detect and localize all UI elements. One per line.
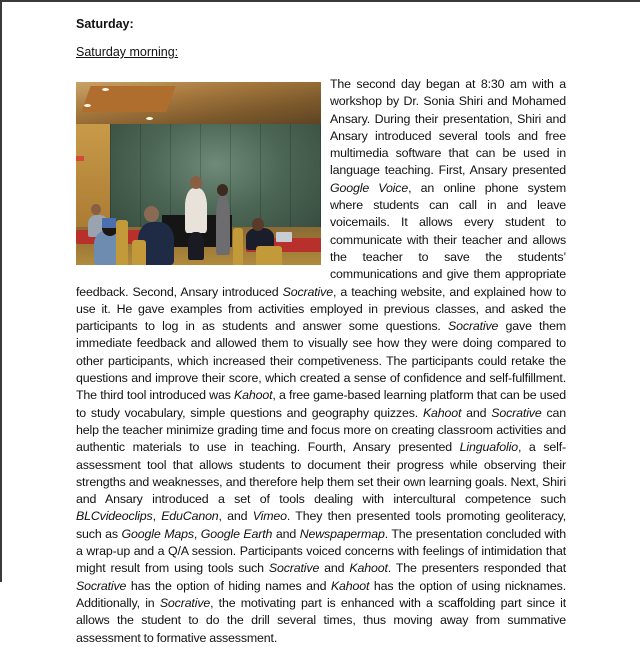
paragraph-segment-italic: Socrative xyxy=(491,405,542,420)
section-heading: Saturday: xyxy=(76,17,134,31)
section-subheading: Saturday morning: xyxy=(76,45,179,59)
photo-chair xyxy=(233,228,243,265)
paragraph-segment: has the option of using nicknames. Additionally, in xyxy=(76,578,566,610)
photo-participant-head xyxy=(91,204,101,215)
paragraph-segment-italic: Socrative xyxy=(447,319,499,334)
paragraph-segment: , an online phone system where students can call in and leave voicemails. It allows every student to communicate with their teacher and allows the teacher to save the students’ communications and give them appropriate feedback. Second, Ansary introduced xyxy=(76,180,566,299)
body-paragraph xyxy=(76,76,566,647)
paragraph-segment-italic: Socrative xyxy=(268,561,320,576)
paragraph-segment-italic: EduCanon xyxy=(161,509,219,524)
photo-presenter-head xyxy=(217,184,228,196)
photo-presenter-head xyxy=(190,176,202,189)
paragraph-segment: and xyxy=(272,526,300,541)
paragraph-segment-italic: Kahoot xyxy=(349,561,388,576)
workshop-photo xyxy=(76,82,321,265)
paragraph-segment-italic: Linguafolio xyxy=(459,440,518,455)
photo-ceiling-light xyxy=(84,104,91,107)
paragraph-segment-italic: BLCvideoclips xyxy=(76,509,153,524)
photo-ceiling xyxy=(76,82,321,124)
paragraph-segment: and xyxy=(461,405,492,420)
photo-chair xyxy=(132,240,146,265)
photo-presenter-legs xyxy=(188,232,204,260)
paragraph-segment: , a free game-based learning platform that can be used to study vocabulary, simple questions and geography quizzes. xyxy=(76,388,567,420)
paragraph-segment-italic: Google Earth xyxy=(200,526,273,541)
paragraph-segment-italic: Google Maps xyxy=(121,526,194,541)
photo-presenter xyxy=(216,195,230,255)
photo-ceiling-light xyxy=(102,88,109,91)
paragraph-segment: and xyxy=(319,561,350,576)
paragraph-segment-italic: Vimeo xyxy=(252,509,287,524)
window-frame-top xyxy=(0,0,640,2)
photo-presenter xyxy=(185,188,207,233)
paragraph-segment: , xyxy=(152,509,162,524)
paragraph-segment-italic: Newspapermap xyxy=(299,526,385,541)
photo-participant-head xyxy=(252,218,264,231)
paragraph-segment-italic: Kahoot xyxy=(234,388,273,403)
paragraph-segment-italic: Socrative xyxy=(76,578,127,593)
photo-laptop xyxy=(276,232,292,242)
paragraph-segment: can help the teacher minimize grading time and focus more on creating classroom activities and authentic materials to use in teaching. Fourth, Ansary presented xyxy=(76,405,566,455)
paragraph-segment: The second day began at 8:30 am with a workshop by Dr. Sonia Shiri and Mohamed Ansary. During their presentation, Shiri and Ansary introduced several tools and free multimedia software that can be used in language teaching. First, Ansary presented xyxy=(330,77,566,178)
photo-ceiling-light xyxy=(146,117,153,120)
paragraph-segment: , a self-assessment tool that allows students to document their progress while observing their strengths and weaknesses, and therefore help them set their own learning goals. Next, Shiri and Ansary introduced a set of tools dealing with intercultural competence such xyxy=(76,440,566,507)
window-frame-left xyxy=(0,0,2,582)
paragraph-segment: has the option of hiding names and xyxy=(126,578,331,593)
paragraph-segment: . They then presented tools promoting geoliteracy, such as xyxy=(76,509,566,541)
paragraph-segment: , a teaching website, and explained how to use it. He gave examples from activities employed in previous classes, and asked the participants to log in as students and answer some questions. xyxy=(76,284,566,334)
paragraph-segment-italic: Socrative xyxy=(159,595,211,610)
photo-exit-sign xyxy=(76,156,84,161)
paragraph-segment: , and xyxy=(218,509,253,524)
photo-participant-head xyxy=(144,206,159,222)
photo-chair xyxy=(256,246,282,265)
paragraph-segment: . The presenters responded that xyxy=(387,561,566,576)
paragraph-segment-italic: Kahoot xyxy=(330,578,370,593)
paragraph-segment: . The presentation concluded with a wrap-up and a Q/A session. Participants voiced concerns with feelings of intimidation that might result from using tools such xyxy=(76,526,566,576)
photo-laptop xyxy=(102,218,116,228)
paragraph-segment: gave them immediate feedback and allowed them to visually see how they were doing compared to other participants, which increased their competiveness. The participants could retake the questions and improve their score, which created a sense of confidence and self-fulfillment. The third tool introduced was xyxy=(76,319,567,403)
photo-ceiling-panel xyxy=(81,86,175,112)
paragraph-segment: , the motivating part is enhanced with a scaffolding part since it allows the student to do the drill several times, thus moving away from summative assessment to formative assessment. xyxy=(76,595,566,645)
paragraph-segment-italic: Socrative xyxy=(282,284,333,299)
paragraph-segment-italic: Google Voice xyxy=(330,180,409,195)
paragraph-segment-italic: Kahoot xyxy=(422,405,462,420)
photo-chair xyxy=(116,220,128,265)
paragraph-segment: , xyxy=(193,526,201,541)
